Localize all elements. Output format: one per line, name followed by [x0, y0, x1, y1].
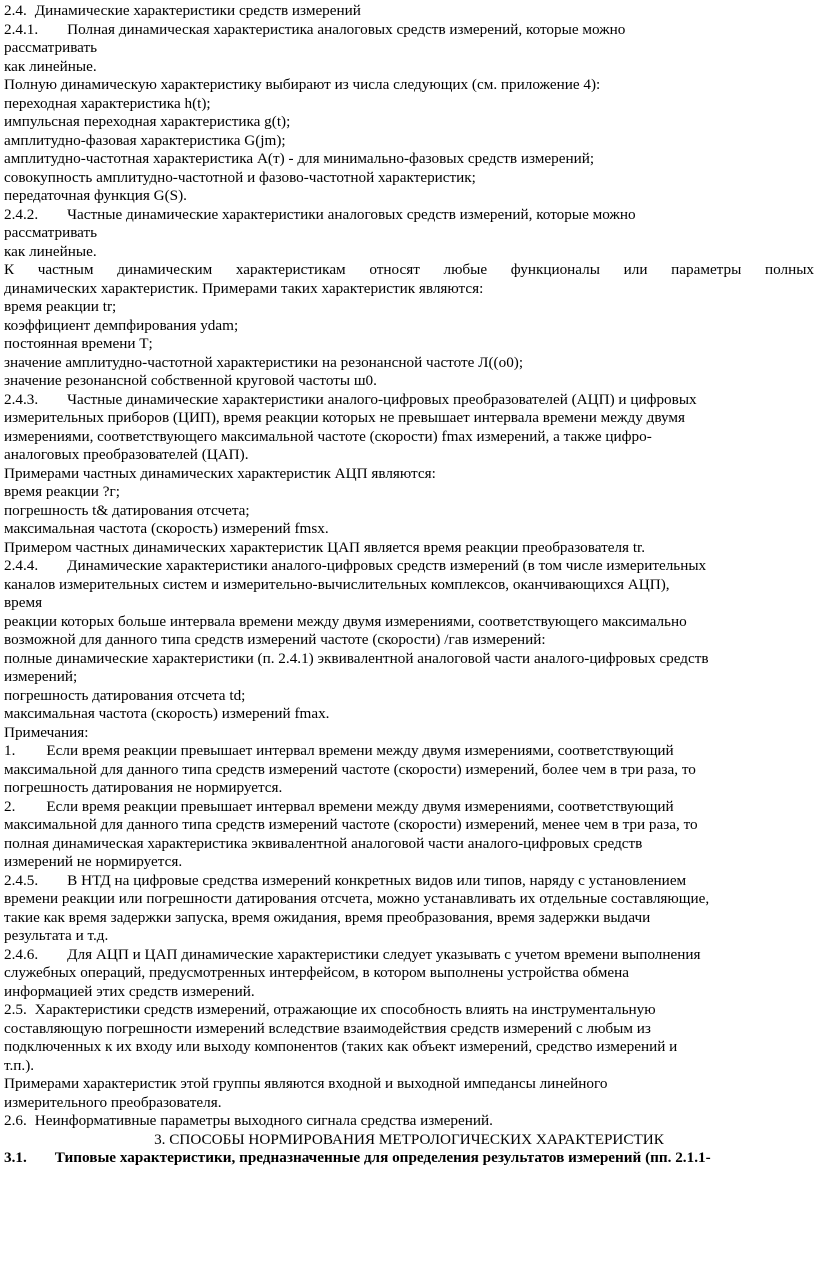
clause-number: 1. [4, 742, 16, 759]
text-line [4, 391, 814, 410]
text-line [4, 687, 814, 706]
line-text: совокупность амплитудно-частотной и фазово-частотной характеристик; [4, 168, 476, 186]
line-text: амплитудно-фазовая характеристика G(jm); [4, 131, 286, 149]
text-line [4, 150, 814, 169]
text-line [4, 372, 814, 391]
line-text: Характеристики средств измерений, отражающие их способность влиять на инструментальную [34, 1001, 656, 1018]
line-text: максимальная частота (скорость) измерений fmax. [4, 705, 330, 722]
section-heading [4, 1131, 814, 1150]
text-line [4, 335, 814, 354]
line-text: погрешность датирования не нормируется. [4, 779, 283, 796]
text-line [4, 742, 814, 761]
line-text: Примечания: [4, 723, 89, 741]
text-line [4, 872, 814, 891]
clause-number: 2.4.6. [4, 945, 39, 963]
line-text: Примерами частных динамических характеристик АЦП являются: [4, 464, 436, 482]
line-text: измерительных приборов (ЦИП), время реакции которых не превышает интервала времени между двумя [4, 409, 686, 426]
text-line [4, 317, 814, 336]
line-text: подключенных к их входу или выходу компонентов (таких как объект измерений, средство измерений и [4, 1038, 678, 1055]
line-text: рассматривать [4, 39, 98, 56]
text-line [4, 724, 814, 743]
line-text: Типовые характеристики, предназначенные для определения результатов измерений (пп. 2.1.1- [54, 1149, 711, 1166]
text-line [4, 502, 814, 521]
text-line [4, 705, 814, 724]
text-line [4, 1057, 814, 1076]
text-line [4, 1112, 814, 1131]
line-text: как линейные. [4, 57, 97, 75]
line-text: как линейные. [4, 242, 97, 260]
line-text: переходная характеристика h(t); [4, 94, 211, 112]
text-line [4, 39, 814, 58]
line-text: Динамические характеристики аналого-цифровых средств измерений (в том числе измерительных [67, 557, 707, 574]
line-text: служебных операций, предусмотренных интерфейсом, в котором выполнены устройства обмена [4, 964, 630, 981]
line-text: амплитудно-частотная характеристика A(т) - для минимально-фазовых средств измерений; [4, 150, 595, 167]
clause-number: 2.4.5. [4, 871, 39, 889]
line-text: динамических характеристик. Примерами таких характеристик являются: [4, 279, 484, 297]
line-text: Частные динамические характеристики аналоговых средств измерений, которые можно [67, 205, 636, 223]
line-text: значение амплитудно-частотной характеристики на резонансной частоте Л((о0); [4, 353, 524, 371]
line-text: Полную динамическую характеристику выбирают из числа следующих (см. приложение 4): [4, 76, 601, 93]
text-line [4, 576, 814, 595]
line-text: 3. СПОСОБЫ НОРМИРОВАНИЯ МЕТРОЛОГИЧЕСКИХ ХАРАКТЕРИСТИК [154, 1130, 664, 1148]
line-text: максимальной для данного типа средств измерений частоте (скорости) измерений, менее чем в три раза, то [4, 816, 698, 833]
line-text: измерений; [4, 668, 78, 685]
text-line [4, 298, 814, 317]
text-line [4, 95, 814, 114]
text-line [4, 816, 814, 835]
line-text: Динамические характеристики средств измерений [34, 2, 361, 19]
text-line [4, 909, 814, 928]
line-text: Для АЦП и ЦАП динамические характеристики следует указывать с учетом времени выполнения [67, 945, 701, 963]
text-line [4, 613, 814, 632]
line-text: максимальная частота (скорость) измерений fmsx. [4, 520, 329, 537]
line-text: измерительного преобразователя. [4, 1093, 222, 1111]
line-text: значение резонансной собственной круговой частоты ш0. [4, 372, 377, 389]
line-text: время реакции tr; [4, 298, 117, 315]
line-text: передаточная функция G(S). [4, 187, 187, 204]
line-text: время реакции ?г; [4, 483, 120, 500]
line-text: постоянная времени Т; [4, 335, 153, 352]
text-line [4, 409, 814, 428]
text-line [4, 169, 814, 188]
clause-number: 3.1. [4, 1149, 27, 1166]
line-text: возможной для данного типа средств измерений частоте (скорости) /гав измерений: [4, 631, 546, 648]
text-line [4, 1020, 814, 1039]
text-line [4, 428, 814, 447]
clause-number: 2.6. [4, 1112, 27, 1129]
text-line [4, 1038, 814, 1057]
text-line [4, 1075, 814, 1094]
line-text: погрешность t& датирования отсчета; [4, 501, 250, 519]
clause-number: 2.4. [4, 2, 27, 19]
clause-number: 2. [4, 797, 16, 815]
line-text: Примерами характеристик этой группы являются входной и выходной импедансы линейного [4, 1075, 608, 1092]
text-line [4, 557, 814, 576]
line-text: Если время реакции превышает интервал времени между двумя измерениями, соответствующий [46, 797, 674, 815]
text-line [4, 243, 814, 262]
text-line [4, 798, 814, 817]
text-line [4, 631, 814, 650]
text-line [4, 594, 814, 613]
text-line [4, 1149, 814, 1168]
line-text: Неинформативные параметры выходного сигнала средства измерений. [34, 1112, 493, 1129]
line-text: полная динамическая характеристика эквивалентной аналоговой части аналого-цифровых средств [4, 834, 643, 852]
text-line [4, 58, 814, 77]
text-line [4, 483, 814, 502]
line-text: аналоговых преобразователей (ЦАП). [4, 446, 249, 463]
clause-number: 2.4.4. [4, 557, 39, 574]
text-line [4, 132, 814, 151]
text-line [4, 890, 814, 909]
text-line [4, 946, 814, 965]
text-line [4, 983, 814, 1002]
text-line [4, 354, 814, 373]
line-text: рассматривать [4, 224, 98, 241]
line-text: время [4, 594, 43, 611]
document-page [4, 2, 814, 1168]
line-text: составляющую погрешности измерений вследствие взаимодействия средств измерений с любым из [4, 1019, 651, 1037]
line-text: каналов измерительных систем и измерительно-вычислительных комплексов, оканчивающихся АЦП), [4, 575, 670, 593]
text-line [4, 835, 814, 854]
text-line [4, 21, 814, 40]
line-text: такие как время задержки запуска, время ожидания, время преобразования, время задержки выдачи [4, 908, 651, 926]
text-line [4, 446, 814, 465]
text-line [4, 76, 814, 95]
text-line [4, 1094, 814, 1113]
line-text: Частные динамические характеристики аналого-цифровых преобразователей (АЦП) и цифровых [67, 390, 697, 408]
line-text: максимальной для данного типа средств измерений частоте (скорости) измерений, более чем в три раза, то [4, 760, 696, 778]
text-line [4, 779, 814, 798]
line-text: Полная динамическая характеристика аналоговых средств измерений, которые можно [67, 20, 626, 38]
text-line [4, 520, 814, 539]
text-line [4, 465, 814, 484]
text-line [4, 650, 814, 669]
clause-number: 2.5. [4, 1001, 27, 1018]
line-text: импульсная переходная характеристика g(t); [4, 113, 291, 130]
line-text: измерениями, соответствующего максимальной частоте (скорости) fmax измерений, а также цифро- [4, 427, 652, 445]
line-text: реакции которых больше интервала времени между двумя измерениями, соответствующего максимально [4, 612, 687, 630]
line-text: измерений не нормируется. [4, 853, 183, 870]
line-text: полные динамические характеристики (п. 2.4.1) эквивалентной аналоговой части аналого-цифровых средств [4, 649, 709, 667]
line-text: коэффициент демпфирования ydam; [4, 316, 239, 334]
text-line [4, 2, 814, 21]
text-line [4, 964, 814, 983]
clause-number: 2.4.2. [4, 205, 39, 223]
line-text: Если время реакции превышает интервал времени между двумя измерениями, соответствующий [46, 742, 674, 759]
text-line [4, 1001, 814, 1020]
clause-number: 2.4.1. [4, 20, 39, 38]
text-line [4, 206, 814, 225]
text-line [4, 539, 814, 558]
text-line [4, 853, 814, 872]
text-line [4, 224, 814, 243]
line-text: т.п.). [4, 1056, 35, 1074]
line-text: К частным динамическим характеристикам относят любые функционалы или параметры полных [4, 261, 814, 278]
text-line [4, 187, 814, 206]
text-line [4, 668, 814, 687]
line-text: информацией этих средств измерений. [4, 982, 255, 1000]
line-text: В НТД на цифровые средства измерений конкретных видов или типов, наряду с установлением [67, 871, 687, 889]
line-text: результата и т.д. [4, 927, 109, 944]
text-line [4, 261, 814, 280]
text-line [4, 927, 814, 946]
text-line [4, 761, 814, 780]
line-text: времени реакции или погрешности датирования отсчета, можно устанавливать их отдельные составляющие, [4, 890, 710, 907]
text-line [4, 280, 814, 299]
clause-number: 2.4.3. [4, 390, 39, 408]
line-text: Примером частных динамических характеристик ЦАП является время реакции преобразователя tr. [4, 538, 646, 556]
line-text: погрешность датирования отсчета td; [4, 686, 246, 704]
text-line [4, 113, 814, 132]
